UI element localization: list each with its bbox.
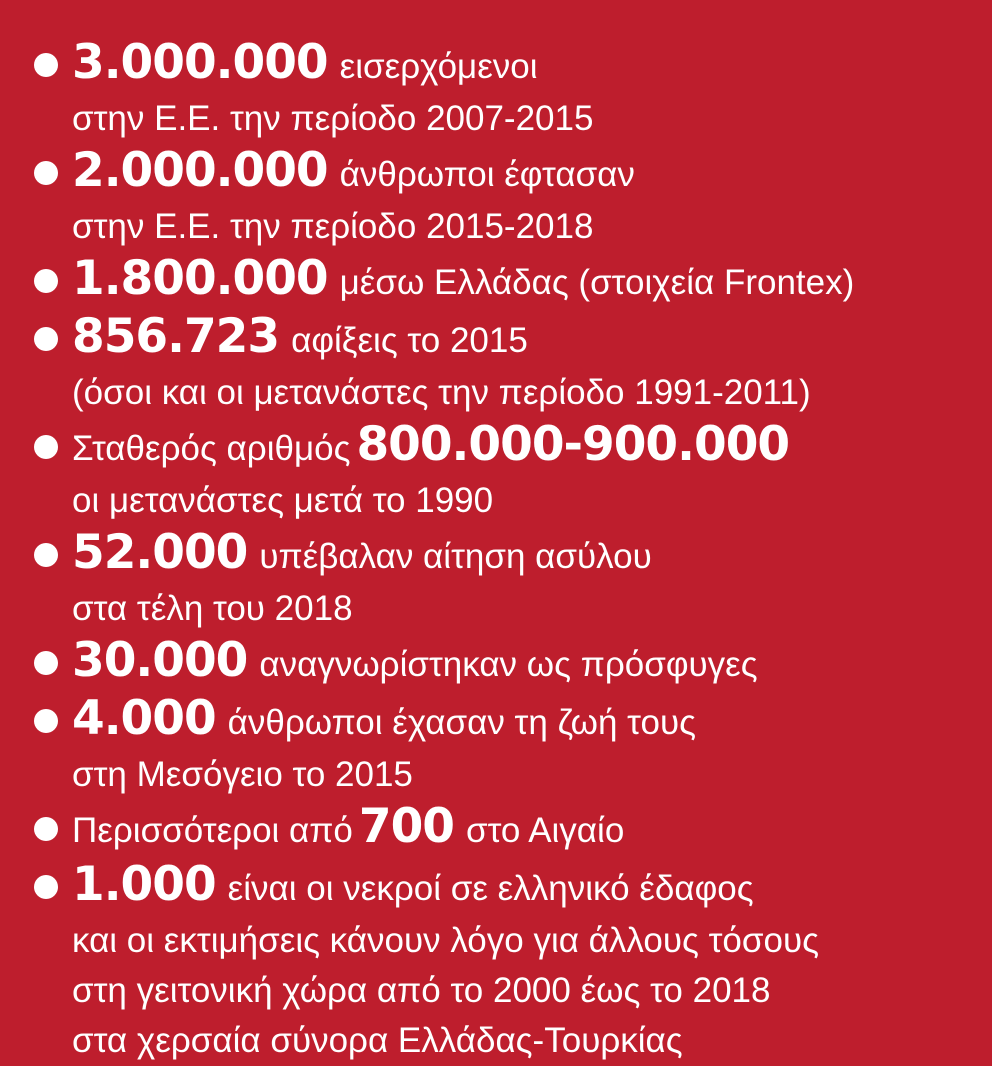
stat-text: άνθρωποι έφτασαν <box>339 155 635 194</box>
stat-number: 700 <box>358 799 454 854</box>
bullet-icon <box>34 709 58 733</box>
bullet-icon <box>34 875 58 899</box>
list-item <box>34 692 968 800</box>
stat-prefix: Σταθερός αριθμός <box>72 429 351 468</box>
bullet-icon <box>34 161 58 185</box>
stat-text: στο Αιγαίο <box>466 811 625 850</box>
bullet-icon <box>34 327 58 351</box>
stat-text-line4: στα χερσαία σύνορα Ελλάδας-Τουρκίας <box>72 1021 683 1060</box>
stat-number: 2.000.000 <box>72 143 328 198</box>
stat-number: 3.000.000 <box>72 35 328 90</box>
bullet-icon <box>34 543 58 567</box>
stat-text-line2: (όσοι και οι μετανάστες την περίοδο 1991-2011) <box>72 373 811 412</box>
stat-text-line2: οι μετανάστες μετά το 1990 <box>72 481 494 520</box>
stat-text: άνθρωποι έχασαν τη ζωή τους <box>227 703 696 742</box>
stat-text-line2: και οι εκτιμήσεις κάνουν λόγο για άλλους τόσους <box>72 921 819 960</box>
stat-text: είναι οι νεκροί σε ελληνικό έδαφος <box>227 869 754 908</box>
stat-number: 800.000-900.000 <box>356 417 790 472</box>
list-item <box>34 634 968 692</box>
stat-number: 1.800.000 <box>72 251 328 306</box>
bullet-icon <box>34 269 58 293</box>
bullet-icon <box>34 53 58 77</box>
list-item <box>34 526 968 634</box>
stat-text: μέσω Ελλάδας (στοιχεία Frontex) <box>339 263 855 302</box>
stat-prefix: Περισσότεροι από <box>72 811 353 850</box>
list-item <box>34 858 968 1066</box>
list-item <box>34 418 968 526</box>
stat-text-line2: στη Μεσόγειο το 2015 <box>72 755 413 794</box>
stat-text-line3: στη γειτονική χώρα από το 2000 έως το 2018 <box>72 971 771 1010</box>
stat-number: 52.000 <box>72 525 248 580</box>
list-item <box>34 144 968 252</box>
stat-number: 4.000 <box>72 691 216 746</box>
stat-text-line2: στην Ε.Ε. την περίοδο 2015-2018 <box>72 207 594 246</box>
stat-text: αφίξεις το 2015 <box>291 321 528 360</box>
stat-number: 856.723 <box>72 309 280 364</box>
bullet-icon <box>34 651 58 675</box>
stat-text-line2: στα τέλη του 2018 <box>72 589 353 628</box>
stat-number: 1.000 <box>72 857 216 912</box>
list-item <box>34 800 968 858</box>
stat-text: υπέβαλαν αίτηση ασύλου <box>259 537 652 576</box>
bullet-icon <box>34 817 58 841</box>
list-item <box>34 310 968 418</box>
bullet-icon <box>34 435 58 459</box>
stat-number: 30.000 <box>72 633 248 688</box>
list-item <box>34 36 968 144</box>
list-item <box>34 252 968 310</box>
stat-text-line2: στην Ε.Ε. την περίοδο 2007-2015 <box>72 99 594 138</box>
stat-text: αναγνωρίστηκαν ως πρόσφυγες <box>259 645 758 684</box>
stat-text: εισερχόμενοι <box>339 47 538 86</box>
